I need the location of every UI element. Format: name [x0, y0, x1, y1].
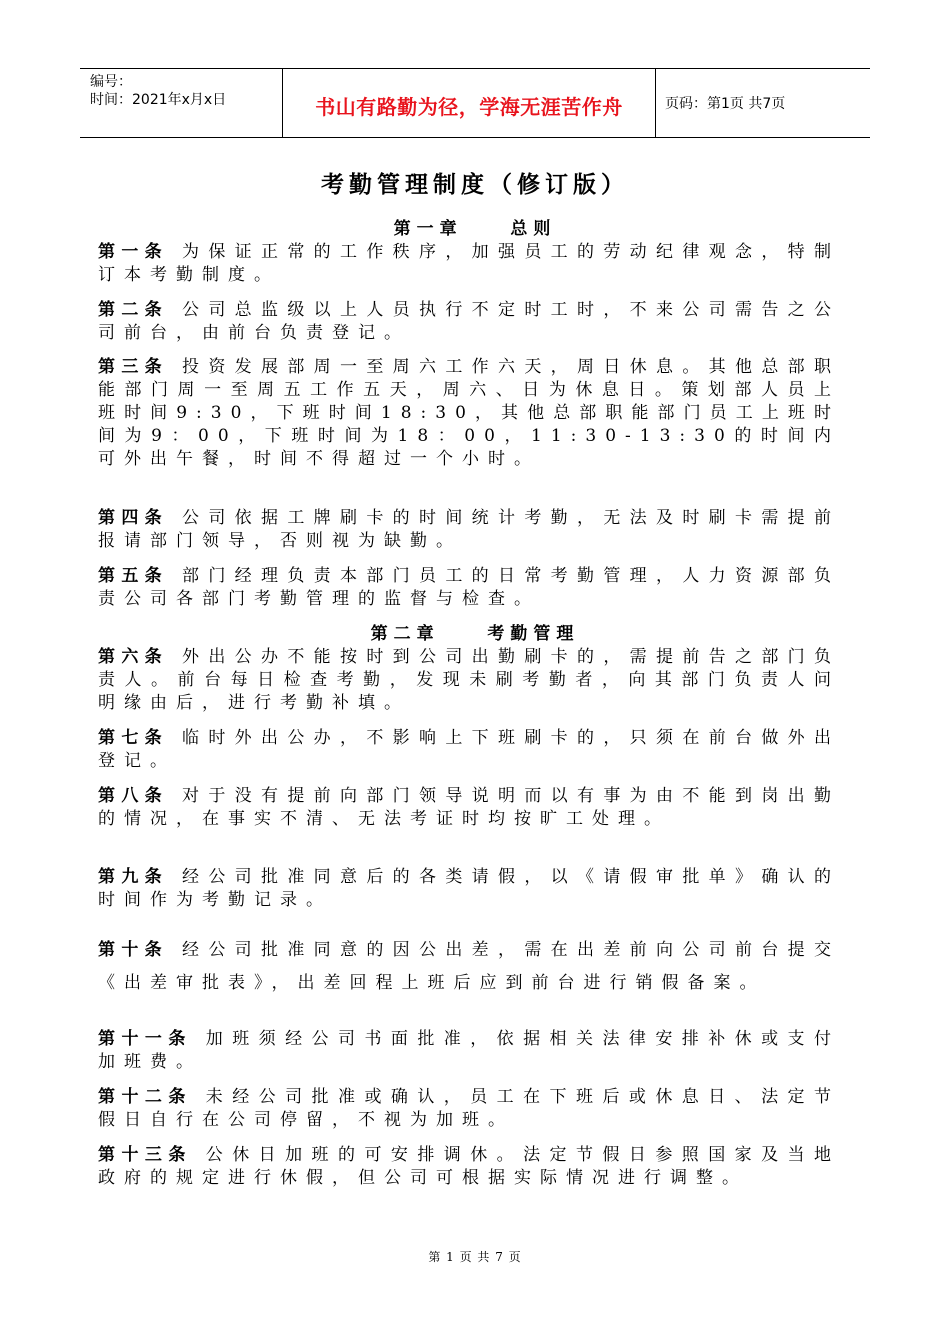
article-2	[98, 299, 840, 345]
page-footer: 第 1 页 共 7 页	[428, 1250, 522, 1264]
header-page-cell	[656, 69, 870, 137]
article-label: 第六条	[98, 647, 168, 667]
article-label: 第十三条	[98, 1145, 192, 1165]
document-header	[80, 68, 870, 138]
article-text: 临时外出公办，不影响上下班刷卡的，只须在前台做外出登记。	[98, 728, 840, 771]
article-label: 第十条	[98, 940, 168, 960]
chapter-heading-1: 第一章 总则	[393, 219, 557, 239]
article-text: 投资发展部周一至周六工作六天，周日休息。其他总部职能部门周一至周五工作五天，周六、日为休息日。策划部人员上班时间9:30，下班时间18:30，其他总部职能部门员工上班时间为9：00，下班时间为18：00，11:30-13:30的时间内可外出午餐，时间不得超过一个小时。	[98, 357, 840, 469]
article-label: 第二条	[98, 300, 168, 320]
article-7	[98, 727, 840, 773]
chapter-heading-2: 第二章 考勤管理	[370, 624, 580, 644]
article-6	[98, 646, 840, 715]
article-text: 外出公办不能按时到公司出勤刷卡的，需提前告之部门负责人。前台每日检查考勤，发现未刷考勤者，向其部门负责人问明缘由后，进行考勤补填。	[98, 647, 840, 713]
article-label: 第五条	[98, 566, 168, 586]
article-text: 经公司批准同意的因公出差，需在出差前向公司前台提交《出差审批表》，出差回程上班后应到前台进行销假备案。	[98, 940, 840, 993]
article-label: 第八条	[98, 786, 168, 806]
article-10	[98, 934, 840, 1000]
article-text: 加班须经公司书面批准，依据相关法律安排补休或支付加班费。	[98, 1029, 841, 1072]
article-label: 第十一条	[98, 1029, 192, 1049]
article-text: 公休日加班的可安排调休。法定节假日参照国家及当地政府的规定进行休假，但公司可根据实际情况进行调整。	[98, 1145, 841, 1188]
article-11	[98, 1028, 840, 1074]
article-label: 第七条	[98, 728, 168, 748]
article-text: 未经公司批准或确认，员工在下班后或休息日、法定节假日自行在公司停留，不视为加班。	[98, 1087, 841, 1130]
article-text: 部门经理负责本部门员工的日常考勤管理，人力资源部负责公司各部门考勤管理的监督与检查。	[98, 566, 840, 609]
article-13	[98, 1144, 840, 1190]
article-8	[98, 785, 840, 831]
header-motto-cell	[283, 69, 656, 137]
motto-text: 书山有路勤为径，学海无涯苦作舟	[315, 95, 623, 119]
date-label: 时间：2021年x月x日	[90, 92, 227, 108]
article-text: 经公司批准同意后的各类请假，以《请假审批单》确认的时间作为考勤记录。	[98, 867, 840, 910]
number-label: 编号：	[90, 74, 132, 90]
article-text: 公司依据工牌刷卡的时间统计考勤，无法及时刷卡需提前报请部门领导，否则视为缺勤。	[98, 508, 840, 551]
article-label: 第四条	[98, 508, 168, 528]
article-4	[98, 507, 840, 553]
article-label: 第十二条	[98, 1087, 192, 1107]
article-label: 第三条	[98, 357, 168, 377]
article-text: 公司总监级以上人员执行不定时工时，不来公司需告之公司前台，由前台负责登记。	[98, 300, 840, 343]
article-9	[98, 866, 840, 912]
header-meta-cell	[80, 69, 283, 137]
article-1	[98, 241, 840, 287]
article-label: 第一条	[98, 242, 168, 262]
article-label: 第九条	[98, 867, 168, 887]
page-info: 页码：第1页 共7页	[665, 96, 786, 112]
article-text: 为保证正常的工作秩序，加强员工的劳动纪律观念，特制订本考勤制度。	[98, 242, 840, 285]
page-title: 考勤管理制度（修订版）	[321, 172, 629, 198]
article-3	[98, 356, 840, 471]
article-5	[98, 565, 840, 611]
article-12	[98, 1086, 840, 1132]
article-text: 对于没有提前向部门领导说明而以有事为由不能到岗出勤的情况，在事实不清、无法考证时均按旷工处理。	[98, 786, 840, 829]
